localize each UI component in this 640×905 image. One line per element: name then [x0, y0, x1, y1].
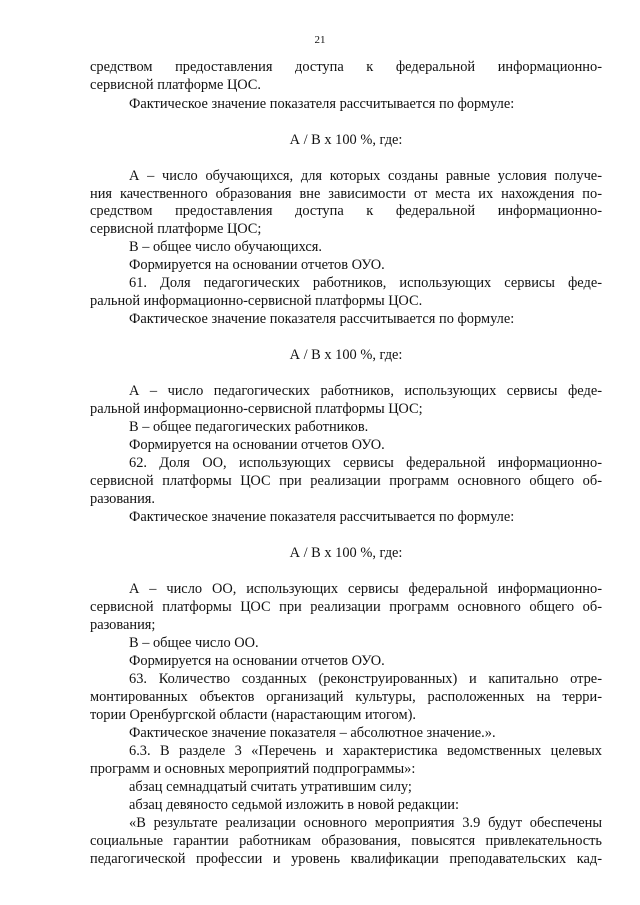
text-line: Формируется на основании отчетов ОУО.: [129, 257, 385, 273]
text-line: В – общее число ОО.: [129, 635, 259, 651]
text-line: сервисной платформы ЦОС при реализации программ основного общего об-: [90, 599, 602, 615]
text-line: педагогической профессии и уровень квалификации преподавательских кад-: [90, 851, 602, 867]
text-line: 6.3. В разделе 3 «Перечень и характеристика ведомственных целевых: [129, 743, 602, 759]
text-line: Формируется на основании отчетов ОУО.: [129, 437, 385, 453]
text-line: А / В x 100 %, где:: [289, 132, 403, 148]
text-line: Фактическое значение показателя рассчитывается по формуле:: [129, 509, 515, 525]
text-line: Фактическое значение показателя – абсолютное значение.».: [129, 725, 496, 741]
text-line: абзац семнадцатый считать утратившим силу;: [129, 779, 412, 795]
text-line: Формируется на основании отчетов ОУО.: [129, 653, 385, 669]
text-line: тории Оренбургской области (нарастающим итогом).: [90, 707, 416, 723]
text-line: А – число ОО, использующих сервисы федеральной информационно-: [129, 581, 602, 597]
text-line: программ и основных мероприятий подпрограммы»:: [90, 761, 416, 777]
text-line: Фактическое значение показателя рассчитывается по формуле:: [129, 96, 515, 112]
text-line: сервисной платформе ЦОС;: [90, 221, 262, 237]
text-line: А / В x 100 %, где:: [289, 545, 403, 561]
text-line: ральной информационно-сервисной платформы ЦОС.: [90, 293, 423, 309]
text-line: разования.: [90, 491, 155, 507]
text-line: ральной информационно-сервисной платформы ЦОС;: [90, 401, 423, 417]
text-line: А – число обучающихся, для которых созданы равные условия получе-: [129, 168, 602, 184]
page-number: 21: [314, 34, 326, 46]
text-line: 61. Доля педагогических работников, использующих сервисы феде-: [129, 275, 602, 291]
text-line: В – общее число обучающихся.: [129, 239, 322, 255]
text-line: монтированных объектов организаций культуры, расположенных на терри-: [90, 689, 602, 705]
text-line: Фактическое значение показателя рассчитывается по формуле:: [129, 311, 515, 327]
text-line: разования;: [90, 617, 156, 633]
text-line: А / В x 100 %, где:: [289, 347, 403, 363]
text-line: 63. Количество созданных (реконструированных) и капитально отре-: [129, 671, 602, 687]
text-line: средством предоставления доступа к федеральной информационно-: [90, 59, 602, 75]
text-line: сервисной платформе ЦОС.: [90, 77, 261, 93]
text-line: абзац девяносто седьмой изложить в новой редакции:: [129, 797, 459, 813]
text-line: А – число педагогических работников, использующих сервисы феде-: [129, 383, 602, 399]
text-line: «В результате реализации основного мероприятия 3.9 будут обеспечены: [129, 815, 602, 831]
text-line: 62. Доля ОО, использующих сервисы федеральной информационно-: [129, 455, 602, 471]
text-line: ния качественного образования вне зависимости от места их нахождения по-: [90, 186, 602, 202]
text-line: социальные гарантии работникам образования, повысятся привлекательность: [90, 833, 602, 849]
text-line: В – общее педагогических работников.: [129, 419, 369, 435]
text-line: сервисной платформы ЦОС при реализации программ основного общего об-: [90, 473, 602, 489]
text-line: средством предоставления доступа к федеральной информационно-: [90, 203, 602, 219]
